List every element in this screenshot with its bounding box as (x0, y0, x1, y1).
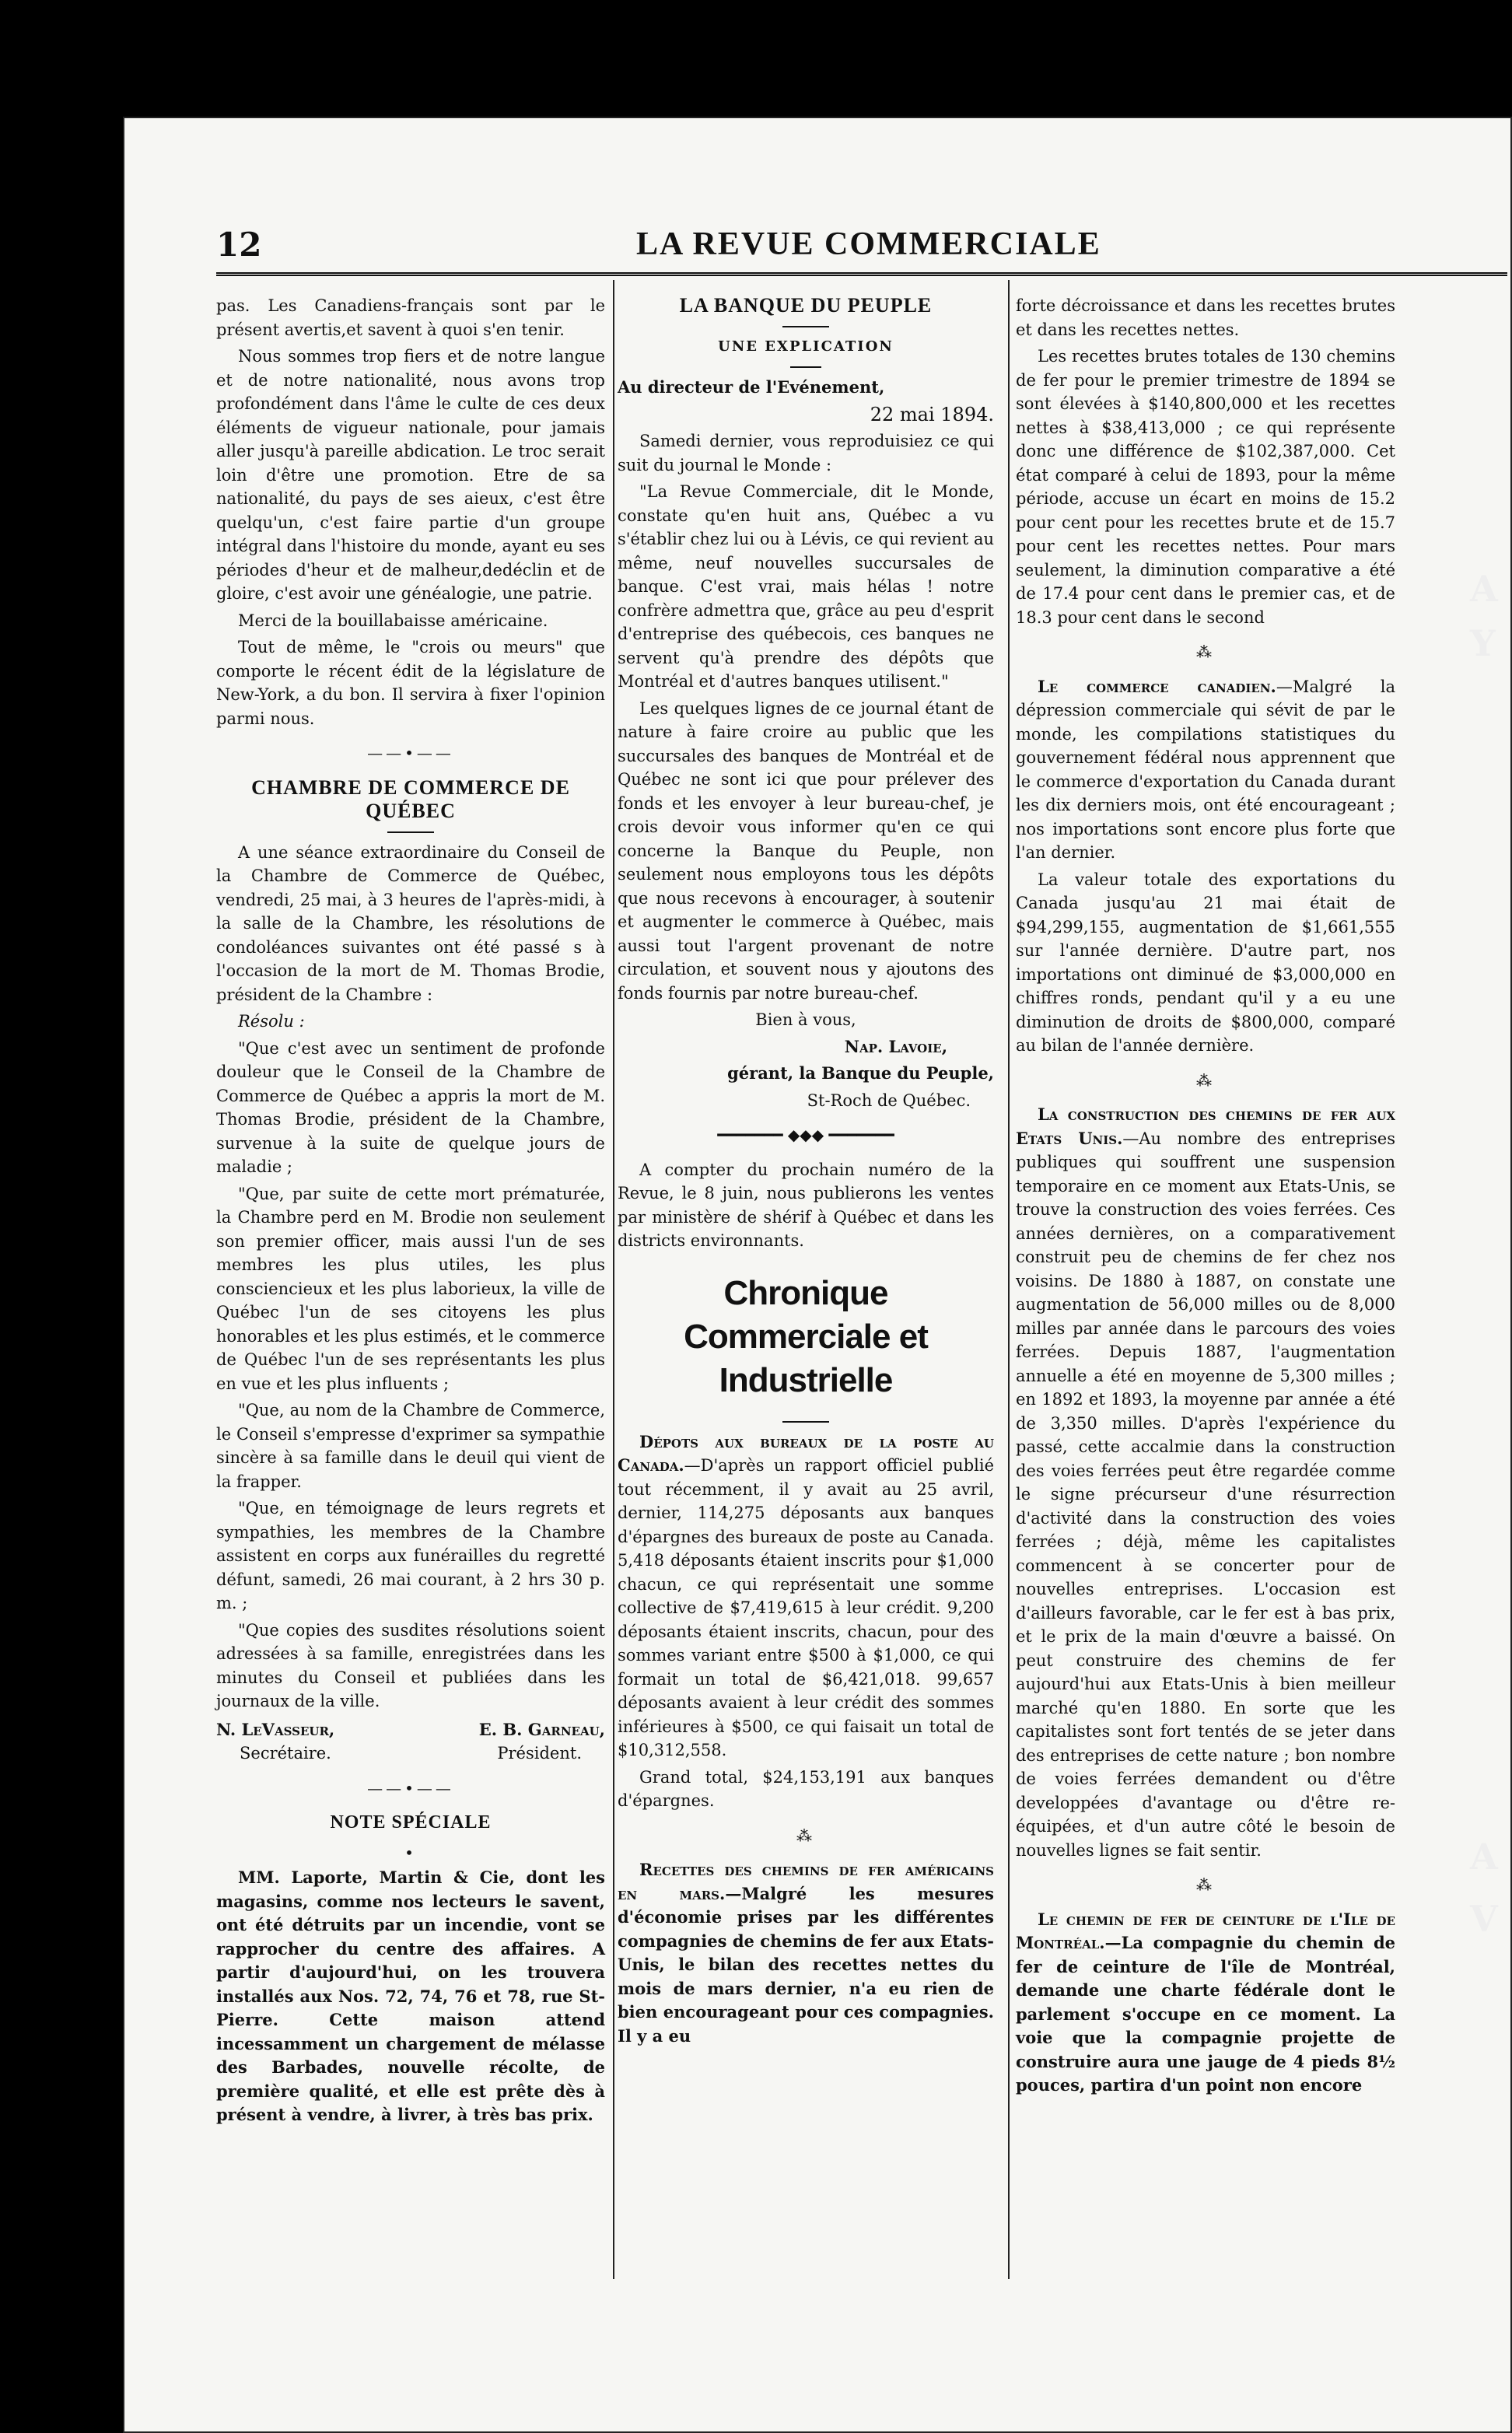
column-divider (1008, 280, 1010, 2279)
short-rule (387, 831, 434, 833)
column-3 (1016, 294, 1395, 2101)
column-divider (613, 280, 614, 2279)
paragraph: "Que, par suite de cette mort prématurée, la Chambre perd en M. Brodie non seulement son premier officer, mais aussi l'un de ses membres les plus utiles, les plus consciencieux et les plus laborieux, la ville de Québec l'un de ses citoyens les plus honorables et les plus estimés, et le commerce de Québec l'un de ses représentants les plus en vue et les plus influents ; (216, 1184, 605, 1393)
masthead: LA REVUE COMMERCIALE (636, 226, 1101, 262)
paragraph: pas. Les Canadiens-français sont par le présent avertis,et savent à quoi s'en tenir. (216, 296, 605, 339)
paragraph: —Malgré les mesures d'économie prises par les différentes compagnies de chemins de fer aux Etats-Unis, le bilan des recettes nettes du mois de mars dernier, n'a eu rien de bien encourageant pour ces compagnies. Il y a eu (618, 1883, 994, 2046)
ornament-separator: ——•—— (367, 1778, 454, 1798)
paragraph: —D'après un rapport officiel publié tout récemment, il y avait au 25 avril, dernier, 114,275 déposants aux banques d'épargnes des bureaux de poste au Canada. 5,418 déposants étaient inscrits pour $1,000 chacun, ce qui représentait une somme collective de $7,419,615 à leur crédit. 9,200 déposants étaient inscrits, chacun, pour des sommes variant entre $500 à $1,000, ce qui formait un total de $6,421,018. 99,657 déposants avaient à leur crédit des sommes inférieures à $500, ce qui faisait un total de $10,312,558. (618, 1456, 994, 1759)
paragraph: —Malgré la dépression commerciale qui sévit de par le monde, les compilations statistiques du gouvernement fédéral nous apprennent que le commerce d'exportation du Canada durant les dix derniers mois, ont été encourageant ; nos importations sont encore plus forte que l'an dernier. (1016, 677, 1395, 862)
paragraph: —La compagnie du chemin de fer de ceinture de l'île de Montréal, demande une charte fédérale dont le parlement s'occupe en ce moment. La voie que la compagnie projette de construire aura une jauge de 4 pieds 8½ pouces, partira d'un point non encore (1016, 1933, 1395, 2095)
column-2 (618, 294, 994, 2051)
paragraph: A une séance extraordinaire du Conseil de la Chambre de Commerce de Québec, vendredi, 25 mai, à 3 heures de l'après-midi, à la salle de la Chambre, les résolutions de condoléances suivantes ont été passé s à l'occasion de la mort de M. Thomas Brodie, président de la Chambre : (216, 842, 605, 1004)
item-lead: Recettes des chemins de fer américains en mars. (618, 1860, 994, 1903)
signatures (216, 1718, 605, 1742)
letter-recipient: Au directeur de l'Evénement, (618, 377, 885, 397)
short-rule (790, 366, 821, 368)
newspaper-page (123, 117, 1512, 2433)
letter-signer-location: St-Roch de Québec. (807, 1090, 971, 1110)
paragraph: "Que, au nom de la Chambre de Commerce, le Conseil s'empresse d'exprimer sa sympathie sincère à sa famille dans le deuil qui vient de la frapper. (216, 1401, 605, 1491)
paragraph: Samedi dernier, vous reproduisiez ce qui suit du journal le Monde : (618, 432, 994, 474)
short-rule (782, 1421, 829, 1423)
signature-right: E. B. Garneau, (478, 1719, 605, 1739)
paragraph: La valeur totale des exportations du Canada jusqu'au 21 mai était de $94,299,155, augmentation de $1,661,555 sur l'année dernière. D'autre part, nos importations ont diminué de $3,000,000 en chiffres ronds, pendant qu'il y a eu une diminution de droits de $800,000, comparé au bilan de l'année dernière. (1016, 870, 1395, 1055)
paragraph: Les quelques lignes de ce journal étant de nature à faire croire au public que les succursales des banques de Montréal et de Québec ne sont ici que pour prélever des fonds et les envoyer à leur bureau-chef, je crois devoir vous informer qu'en ce qui concerne la Banque du Peuple, non seulement nous employons tous les dépôts que nous recevons à encourager, à soutenir et augmenter le commerce à Québec, mais aussi tout l'argent provenant de notre circulation, et souvent nous y ajoutons des fonds fournis par notre bureau-chef. (618, 698, 994, 1003)
short-rule (782, 326, 829, 327)
ornament-dot: • (404, 1843, 417, 1862)
paragraph: "La Revue Commerciale, dit le Monde, constate qu'en huit ans, Québec a vu s'établir chez lui ou à Lévis, ce qui revient au même, neuf nouvelles succursales de banque. C'est vrai, mais hélas ! notre confrère admettra que, grâce au peu d'esprit d'entreprise des québecois, ces banques ne servent qu'à prendre des dépôts que Montréal et d'autres banques utilisent." (618, 482, 994, 691)
page-number: 12 (216, 226, 262, 264)
margin-mark-icon: Y (1470, 622, 1496, 664)
ornament-asterism: ⁂ (796, 1826, 815, 1845)
section-heading: CHAMBRE DE COMMERCE DE QUÉBEC (251, 775, 570, 822)
subheading: UNE EXPLICATION (718, 338, 894, 355)
section-heading: LA BANQUE DU PEUPLE (679, 294, 933, 317)
paragraph: —Au nombre des entreprises publiques qui souffrent une suspension temporaire en ce moment aux Etats-Unis, se trouve la construction des voies ferrées. Ces années dernières, on a comparativement construit peu de chemins de fer chez nos voisins. De 1880 à 1887, on constate une augmentation de 56,000 milles ou de 8,000 milles par année dans le parcours des voies ferrées. Depuis 1887, l'augmentation annuelle a été en moyenne de 5,300 milles ; en 1892 et 1893, la moyenne par année a été de 3,350 milles. D'après l'expérience du passé, cette accalmie dans la construction des voies ferrées peut être regardée comme le signe précurseur d'une résurrection d'activité dans la construction des voies ferrées ; déjà, même les capitalistes commencent à se concerter pour de nouvelles entreprises. L'occasion est d'ailleurs favorable, car le fer est à bas prix, et le prix de la main d'œuvre a baissé. On peut construire des chemins de fer aujourd'hui aux Etats-Unis à bien meilleur marché qu'en 1880. En sorte que les capitalistes sont fort tentés de se jeter dans des entreprises de cette nature ; bon nombre de voies ferrées demandent ou d'être developpées d'avantage ou d'être re-équipées, et d'un autre côté le besoin de nouvelles lignes se fait sentir. (1016, 1129, 1395, 1860)
margin-mark-icon: V (1470, 1898, 1498, 1940)
paragraph: Merci de la bouillabaisse américaine. (238, 611, 548, 630)
paragraph: Nous sommes trop fiers et de notre langue et de notre nationalité, nous avons trop profondément dans l'âme le culte de ces deux éléments de vigueur nationale, pour jamais aller jusqu'à pareille abdication. Le troc serait loin d'être une promotion. Etre de sa nationalité, du pays de ses aieux, c'est être quelqu'un, c'est faire partie d'un groupe intégral dans l'histoire du monde, ayant eu ses périodes d'heur et de malheur,dedéclin et de gloire, c'est avoir une généalogie, une patrie. (216, 347, 605, 603)
letter-signer-title: gérant, la Banque du Peuple, (727, 1063, 994, 1083)
section-heading: NOTE SPÉCIALE (330, 1812, 492, 1833)
paragraph: forte décroissance et dans les recettes brutes et dans les recettes nettes. (1016, 296, 1395, 339)
letter-signer: Nap. Lavoie, (844, 1036, 947, 1056)
paragraph: "Que copies des susdites résolutions soient adressées à sa famille, enregistrées dans les minutes du Conseil et publiées dans les journaux de la ville. (216, 1620, 605, 1710)
margin-mark-icon: A (1470, 1836, 1498, 1878)
item-lead: La construction des chemins de fer aux Etats Unis. (1016, 1104, 1395, 1148)
margin-mark-icon: A (1470, 568, 1498, 610)
signature-titles (216, 1742, 605, 1766)
item-lead: Dépots aux bureaux de la poste au Canada. (618, 1431, 994, 1475)
ornament-asterism: ⁂ (1196, 1875, 1215, 1894)
resolution-label: Résolu : (238, 1012, 305, 1031)
paragraph: "Que, en témoignage de leurs regrets et sympathies, les membres de la Chambre assistent en corps aux funérailles du regretté défunt, samedi, 26 mai courant, à 2 hrs 30 p. m. ; (216, 1499, 605, 1612)
header-rule (216, 272, 1507, 276)
ornament-asterism: ⁂ (1196, 642, 1215, 661)
paragraph: MM. Laporte, Martin & Cie, dont les magasins, comme nos lecteurs le savent, ont été détruits par un incendie, vont se rapprocher du centre des affaires. A partir d'aujourd'hui, on les trouvera installés aux Nos. 72, 74, 76 et 78, rue St-Pierre. Cette maison attend incessamment un chargement de mélasse des Barbades, nouvelle récolte, de première qualité, et elle est prête dès à présent à vendre, à livrer, à très bas prix. (216, 1868, 605, 2124)
signature-left-title: Secrétaire. (240, 1744, 331, 1763)
item-lead: Le commerce canadien. (1038, 676, 1276, 696)
item-lead: Le chemin de fer de ceinture de l'Ile de Montréal. (1016, 1909, 1395, 1952)
ornament-separator: ——•—— (367, 744, 454, 762)
paragraph: Grand total, $24,153,191 aux banques d'épargnes. (618, 1767, 994, 1810)
signature-left: N. LeVasseur, (216, 1719, 335, 1739)
big-heading: Chronique Commerciale et Industrielle (684, 1273, 928, 1399)
paragraph: A compter du prochain numéro de la Revue, le 8 juin, nous publierons les ventes par ministère de shérif à Québec et dans les districts environnants. (618, 1160, 994, 1250)
signature-right-title: Président. (497, 1744, 582, 1763)
letter-date: 22 mai 1894. (870, 403, 994, 425)
ornament-separator: ━━━━━━━ ◆◆◆ ━━━━━━━ (717, 1125, 894, 1144)
letter-closing: Bien à vous, (755, 1010, 856, 1029)
paragraph: Tout de même, le "crois ou meurs" que comporte le récent édit de la législature de New-York, a du bon. Il servira à fixer l'opinion parmi nous. (216, 638, 605, 728)
paragraph: "Que c'est avec un sentiment de profonde douleur que le Conseil de la Chambre de Commerce de Québec a appris la mort de M. Thomas Brodie, président de la Chambre, survenue à la suite de quelque jours de maladie ; (216, 1038, 605, 1176)
ornament-asterism: ⁂ (1196, 1070, 1215, 1090)
paragraph: Les recettes brutes totales de 130 chemins de fer pour le premier trimestre de 1894 se sont élevées à $140,800,000 et les recettes nettes à $38,413,000 ; ce qui représente donc une différence de $102,387,000. Cet état comparé à celui de 1893, pour la même période, accuse un écart en moins de 15.2 pour cent pour les recettes brute et de 15.7 pour cent les recettes nettes. Pour mars seulement, la diminution comparative a été de 17.4 pour cent dans le premier cas, et de 18.3 pour cent dans le second (1016, 347, 1395, 627)
column-1 (216, 294, 605, 2130)
